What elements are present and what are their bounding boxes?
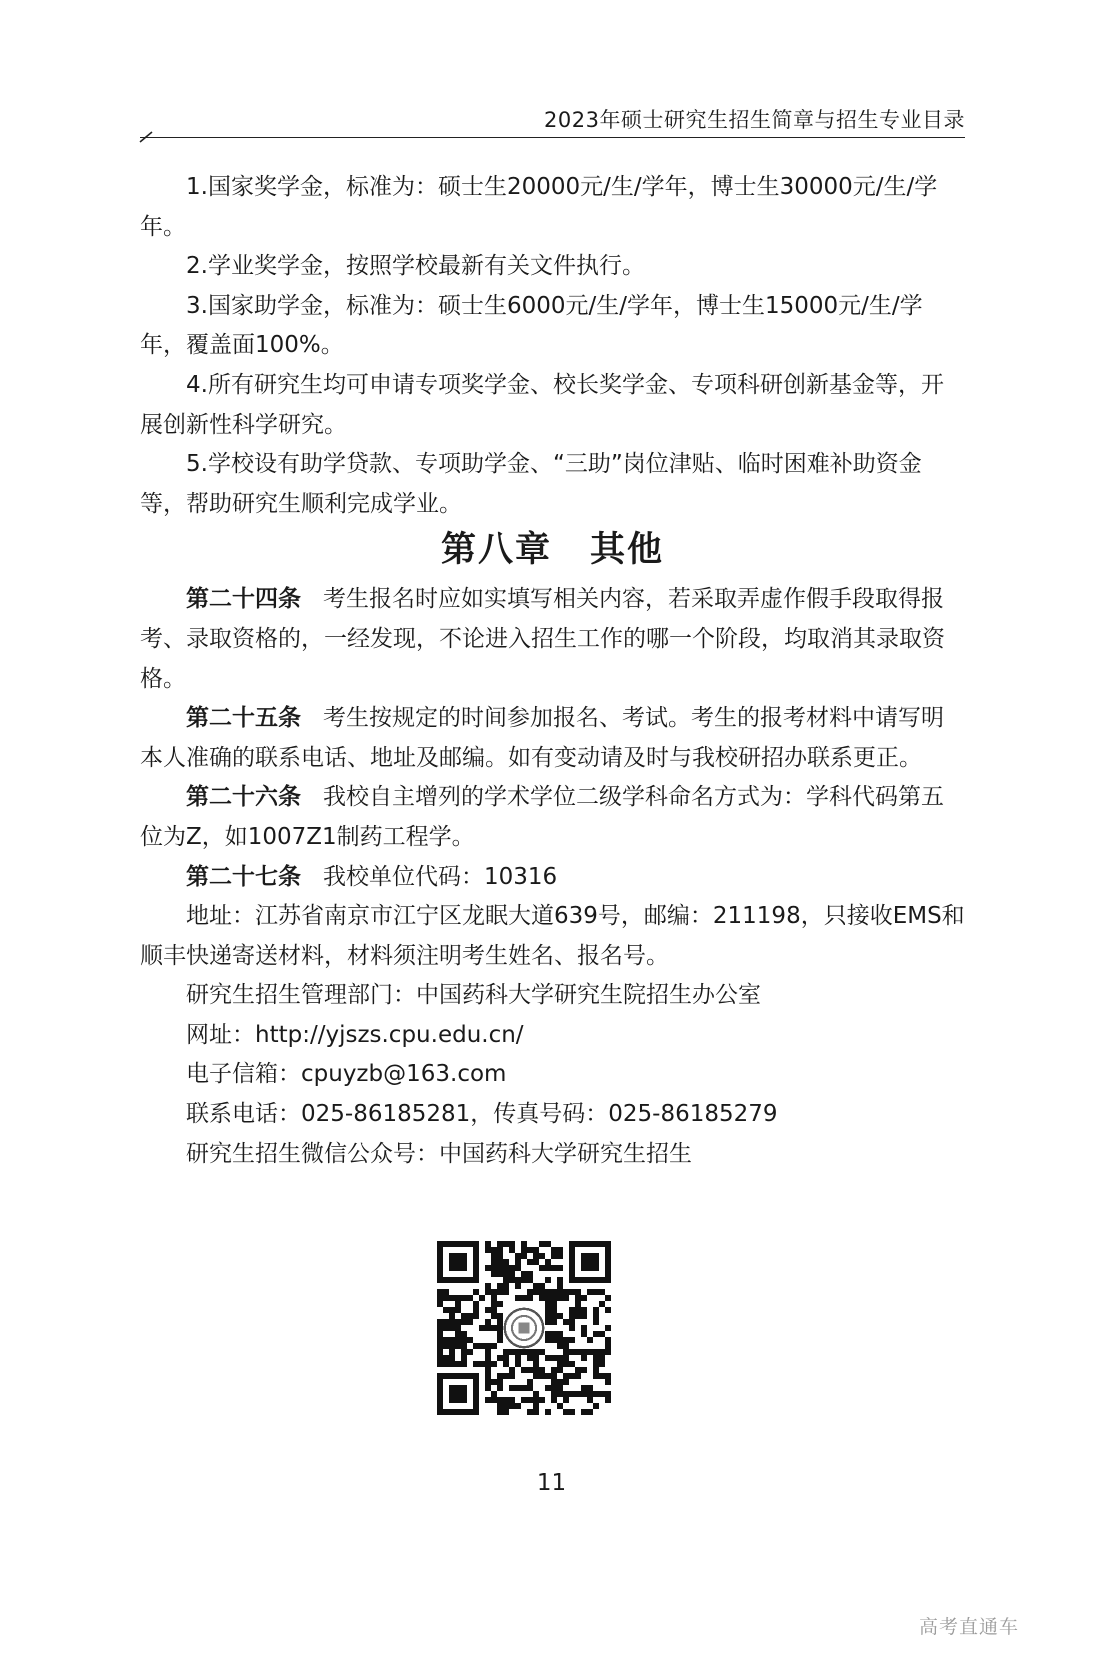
wechat-account: 研究生招生微信公众号：中国药科大学研究生招生 [186,1140,692,1167]
department: 研究生招生管理部门：中国药科大学研究生院招生办公室 [186,982,761,1009]
chapter-number: 第八章 [440,529,552,571]
article [140,778,965,857]
header-rule [140,137,965,138]
article-text: 我校自主增列的学术学位二级学科命名方式为：学科代码第五位为Z，如1007Z1制药工程学。 [140,784,944,850]
article-number: 第二十六条 [186,784,301,811]
page-body [140,168,965,1174]
chapter-name: 其他 [590,529,665,571]
article-text: 考生报名时应如实填写相关内容，若采取弄虚作假手段取得报考、录取资格的，一经发现，不论进入招生工作的哪一个阶段，均取消其录取资格。 [140,586,945,692]
corner-mark-icon [138,128,154,144]
scholarship-item: 2.学业奖学金，按照学校最新有关文件执行。 [186,253,645,280]
article-number: 第二十五条 [186,705,301,732]
scholarship-item: 5.学校设有助学贷款、专项助学金、“三助”岗位津贴、临时困难补助资金等，帮助研究生顺利完成学业。 [140,451,922,517]
running-header: 2023年硕士研究生招生简章与招生专业目录 [544,108,965,132]
article [140,858,965,898]
article-number: 第二十七条 [186,863,301,890]
scholarship-item: 4.所有研究生均可申请专项奖学金、校长奖学金、专项科研创新基金等，开展创新性科学研究。 [140,371,944,438]
phone: 联系电话：025-86185281，传真号码：025-86185279 [186,1101,778,1128]
chapter-title [140,526,965,574]
scholarship-item: 3.国家助学金，标准为：硕士生6000元/生/学年，博士生15000元/生/学年，覆盖面100%。 [140,292,923,359]
article [140,699,965,778]
article-text: 我校单位代码：10316 [323,863,558,890]
article-number: 第二十四条 [186,586,301,613]
qr-code-icon [437,1241,611,1415]
address: 地址：江苏省南京市江宁区龙眠大道639号，邮编：211198，只接收EMS和顺丰快递寄送材料，材料须注明考生姓名、报名号。 [140,903,965,969]
email: 电子信箱：cpuyzb@163.com [186,1061,507,1088]
contact-info [140,897,965,1174]
article-text: 考生按规定的时间参加报名、考试。考生的报考材料中请写明本人准确的联系电话、地址及邮编。如有变动请及时与我校研招办联系更正。 [140,705,944,771]
watermark: 高考直通车 [918,1616,1019,1638]
website: 网址：http://yjszs.cpu.edu.cn/ [186,1021,524,1048]
page-number: 11 [536,1470,567,1496]
article [140,580,965,699]
scholarship-item: 1.国家奖学金，标准为：硕士生20000元/生/学年，博士生30000元/生/学年。 [140,174,938,240]
